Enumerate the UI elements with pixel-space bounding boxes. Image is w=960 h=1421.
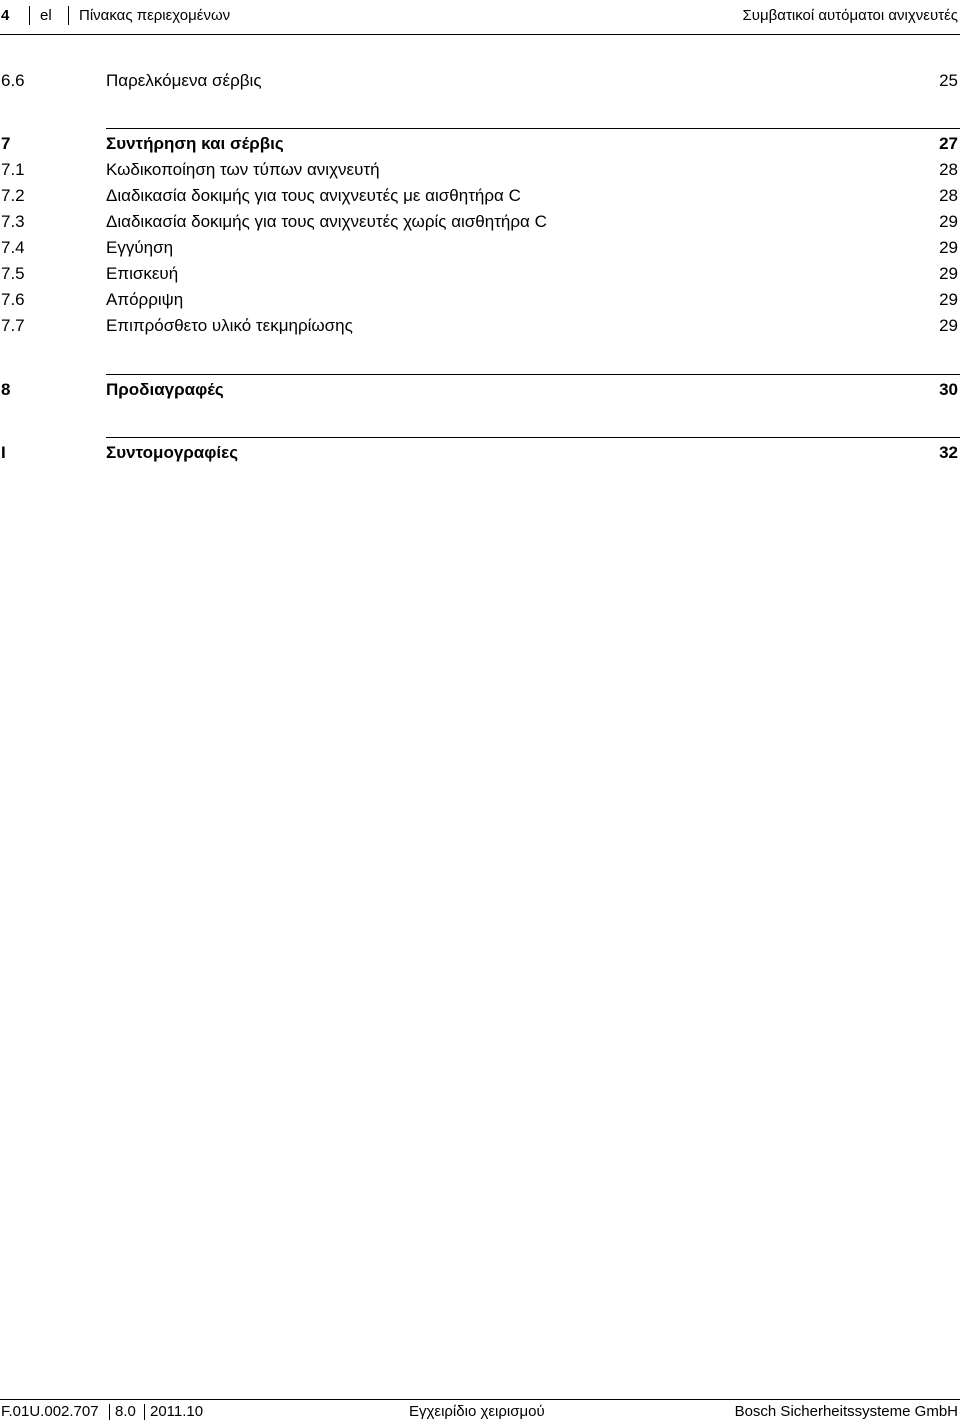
toc-entry-number: 7.2 <box>1 186 25 205</box>
toc-entry-title: Συντομογραφίες <box>106 443 239 462</box>
toc-entry-number: 7.4 <box>1 238 25 257</box>
header-divider <box>29 6 30 25</box>
toc-entry-title: Εγγύηση <box>106 238 174 257</box>
toc-entry[interactable] <box>0 212 960 238</box>
toc-entry-title: Προδιαγραφές <box>106 380 224 399</box>
document-version: 8.0 <box>115 1403 136 1420</box>
footer-divider <box>109 1404 110 1420</box>
toc-entry-number: 7.3 <box>1 212 25 231</box>
document-type: Εγχειρίδιο χειρισμού <box>409 1403 545 1420</box>
toc-entry-page: 32 <box>939 443 958 462</box>
toc-entry-number: 7 <box>1 134 11 153</box>
toc-entry-title: Διαδικασία δοκιμής για τους ανιχνευτές χωρίς αισθητήρα C <box>106 212 547 231</box>
toc-entry-title: Επισκευή <box>106 264 179 283</box>
toc-entry[interactable] <box>0 186 960 212</box>
chapter-rule <box>106 437 960 438</box>
toc-entry[interactable] <box>0 238 960 264</box>
footer-divider <box>144 1404 145 1420</box>
toc-entry[interactable] <box>0 264 960 290</box>
page-footer <box>0 1399 960 1421</box>
toc-entry-page: 29 <box>939 264 958 283</box>
language-code: el <box>40 7 52 24</box>
page-number: 4 <box>1 7 10 24</box>
toc-chapter-entry[interactable] <box>0 134 960 160</box>
toc-entry-page: 29 <box>939 316 958 335</box>
toc-entry[interactable] <box>0 71 960 97</box>
toc-entry-number: 7.7 <box>1 316 25 335</box>
toc-entry-number: I <box>1 443 6 462</box>
toc-entry-title: Παρελκόμενα σέρβις <box>106 71 262 90</box>
toc-entry[interactable] <box>0 316 960 342</box>
toc-entry-page: 29 <box>939 212 958 231</box>
toc-entry-page: 28 <box>939 160 958 179</box>
header-divider <box>68 6 69 25</box>
toc-entry-page: 27 <box>939 134 958 153</box>
toc-chapter-entry[interactable] <box>0 380 960 406</box>
toc-entry-title: Διαδικασία δοκιμής για τους ανιχνευτές με αισθητήρα C <box>106 186 521 205</box>
toc-chapter-entry[interactable] <box>0 443 960 469</box>
toc-entry-title: Επιπρόσθετο υλικό τεκμηρίωσης <box>106 316 353 335</box>
toc-entry-number: 8 <box>1 380 11 399</box>
document-title: Συμβατικοί αυτόματοι ανιχνευτές <box>742 7 958 24</box>
toc-entry-number: 7.1 <box>1 160 25 179</box>
page-header <box>0 0 960 35</box>
company-name: Bosch Sicherheitssysteme GmbH <box>734 1403 958 1420</box>
toc-entry-title: Απόρριψη <box>106 290 184 309</box>
document-code: F.01U.002.707 <box>1 1403 99 1420</box>
toc-entry-number: 7.5 <box>1 264 25 283</box>
toc-entry[interactable] <box>0 290 960 316</box>
chapter-title: Πίνακας περιεχομένων <box>79 7 231 24</box>
toc-entry-page: 25 <box>939 71 958 90</box>
document-date: 2011.10 <box>150 1403 204 1420</box>
toc-entry-page: 29 <box>939 238 958 257</box>
toc-entry-title: Συντήρηση και σέρβις <box>106 134 284 153</box>
toc-entry-page: 30 <box>939 380 958 399</box>
toc-entry-title: Κωδικοποίηση των τύπων ανιχνευτή <box>106 160 380 179</box>
chapter-rule <box>106 128 960 129</box>
toc-entry-page: 28 <box>939 186 958 205</box>
toc-entry-number: 6.6 <box>1 71 25 90</box>
toc-entry[interactable] <box>0 160 960 186</box>
chapter-rule <box>106 374 960 375</box>
toc-entry-page: 29 <box>939 290 958 309</box>
toc-entry-number: 7.6 <box>1 290 25 309</box>
